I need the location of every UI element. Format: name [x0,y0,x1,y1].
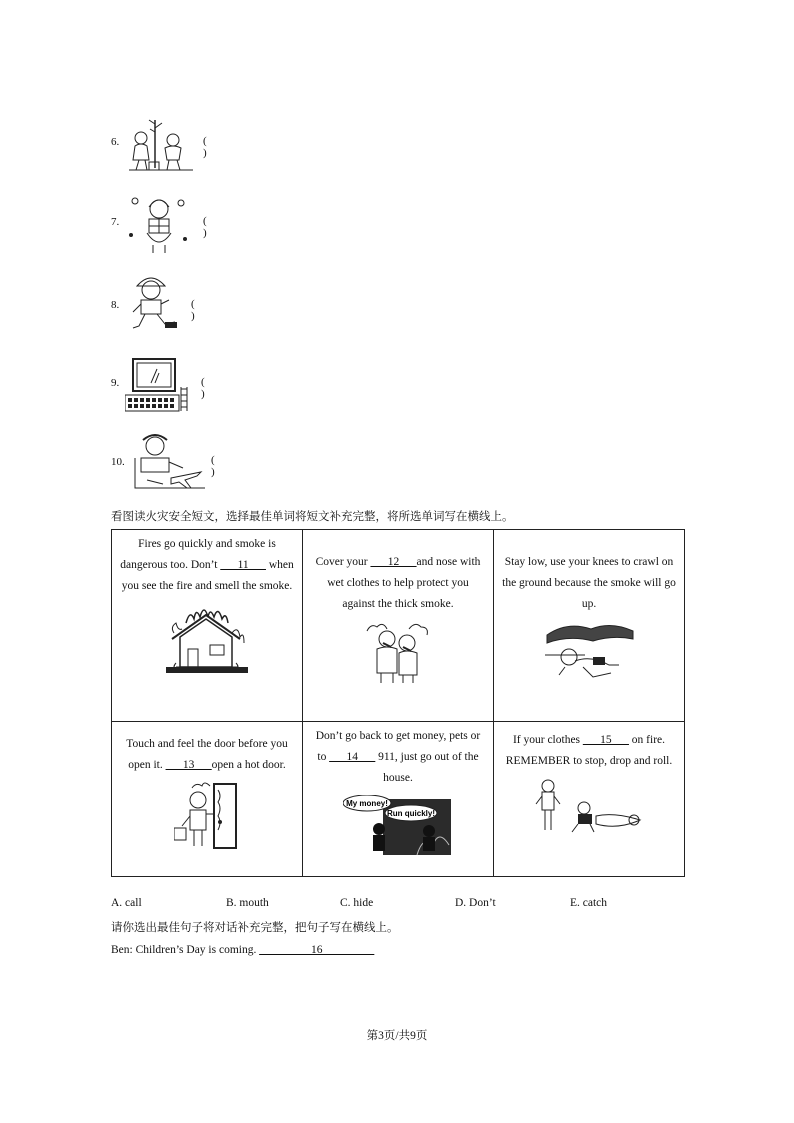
option-a: A. call [111,897,142,909]
children-planting-tree-icon [127,118,197,176]
cell-text-pre: If your clothes [512,734,583,746]
option-c: C. hide [340,897,374,909]
blank-11[interactable]: ___11___ [220,559,266,571]
answer-parentheses: ( ) [191,298,196,322]
answer-parentheses: ( ) [201,376,206,400]
answer-parentheses: ( ) [211,454,216,478]
cell-text-pre: Don’t go back to get money, pets or to [315,730,481,763]
page-footer: 第3页/共9页 [366,1030,428,1042]
option-d: D. Don’t [455,897,496,909]
cell-text [311,726,485,789]
question-number: 10. [111,456,125,468]
cell-text-pre: Fires go quickly and smoke is dangerous too. Don’t [120,538,276,571]
blank-12[interactable]: ___12___ [370,556,417,568]
child-crawling-under-smoke-icon [543,621,635,681]
fire-section-instruction: 看图读火灾安全短文，选择最佳单词将短文补充完整，将所选单词写在横线上。 [111,511,514,523]
fire-cell-3 [494,530,685,722]
people-covering-faces-icon [363,621,433,685]
dialogue-line-text: Ben: Children’s Day is coming. [111,944,260,956]
cell-text-post: and nose with wet clothes to help protect you against the thick smoke. [327,556,481,610]
cell-text-post: open a hot door. [211,759,286,771]
answer-parentheses: ( ) [203,135,208,159]
speech-bubble-my-money: My money! [346,799,388,808]
cell-text-post: 911, just go out of the house. [375,751,479,784]
question-number: 9. [111,377,120,389]
fire-cell-1 [112,530,303,722]
cell-text [311,552,485,615]
cell-text-pre: Touch and feel the door before you open it. [126,738,288,771]
cell-text [120,734,294,776]
cell-text-pre: Cover your [315,556,371,568]
boy-making-plane-icon [131,432,205,496]
cell-text-post: when you see the fire and smell the smoke. [121,559,294,592]
boy-running-icon [125,272,181,338]
child-stop-drop-roll-icon [534,778,644,834]
girl-with-gift-flowers-icon [127,195,191,255]
computer-icon [125,357,191,417]
fire-cell-2 [303,530,494,722]
dialogue-instruction: 请你选出最佳句子将对话补充完整，把句子写在横线上。 [111,922,399,934]
cell-text [120,534,294,597]
fire-cell-5 [303,722,494,877]
dialogue-line-1 [111,944,374,956]
speech-bubble-run-quickly: Run quickly! [386,809,436,818]
question-number: 6. [111,136,120,148]
burning-house-icon [166,603,248,675]
question-number: 8. [111,299,120,311]
cell-text [502,730,676,772]
fire-safety-table [111,529,685,877]
fire-escape-scene-icon [343,795,453,857]
boy-touching-door-icon [174,782,240,850]
fire-cell-6 [494,722,685,877]
blank-14[interactable]: ___14___ [329,751,376,763]
cell-text-pre: Stay low, use your knees to crawl on the ground because the smoke will go up. [502,556,676,610]
blank-16[interactable]: _________16_________ [259,944,375,956]
question-number: 7. [111,216,120,228]
answer-parentheses: ( ) [203,215,208,239]
option-b: B. mouth [226,897,269,909]
option-e: E. catch [570,897,608,909]
blank-13[interactable]: ___13___ [165,759,212,771]
fire-cell-4 [112,722,303,877]
cell-text [502,552,676,615]
cell-text-post: on fire. REMEMBER to stop, drop and roll. [505,734,673,767]
blank-15[interactable]: ___15___ [582,734,629,746]
